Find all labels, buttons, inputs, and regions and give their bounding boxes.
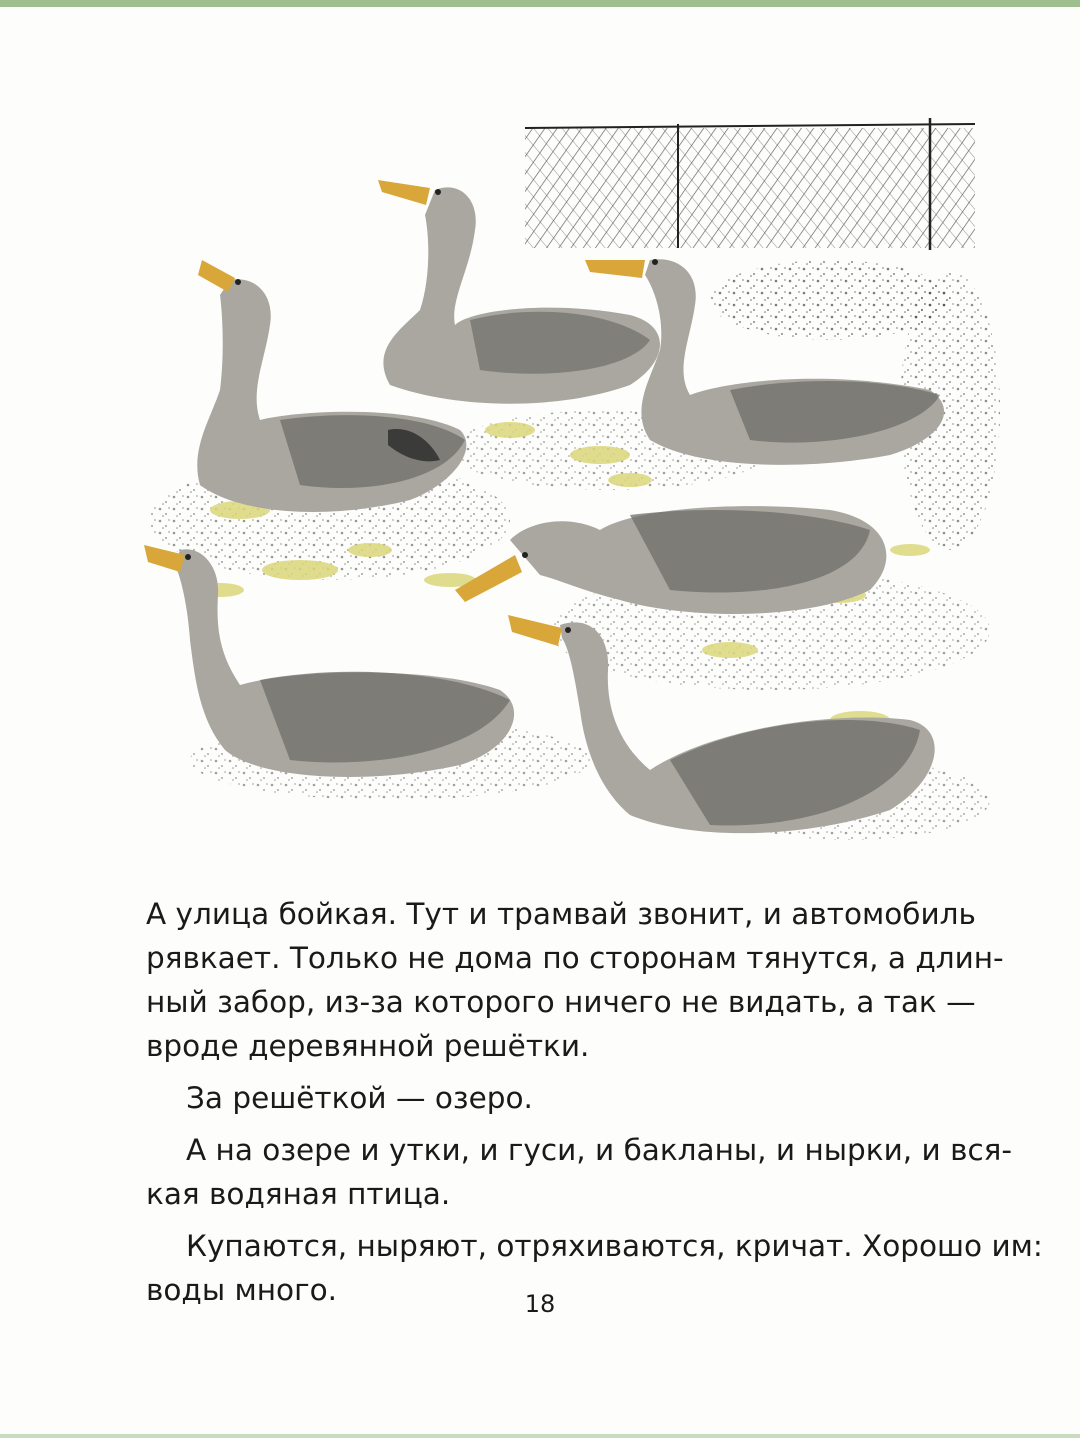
text-line: А на озере и утки, и гуси, и бакланы, и нырки, и вся- <box>186 1133 1013 1167</box>
text-line: рявкает. Только не дома по сторонам тянутся, а длин- <box>146 941 1004 975</box>
text-line: Купаются, ныряют, отряхиваются, кричат. Хорошо им: <box>186 1229 1043 1263</box>
top-border <box>0 0 1080 7</box>
text-line: А улица бойкая. Тут и трамвай звонит, и автомобиль <box>146 897 976 931</box>
text-line: кая водяная птица. <box>146 1177 451 1211</box>
text-line: воды много. <box>146 1273 338 1307</box>
text-line: вроде деревянной решётки. <box>146 1029 590 1063</box>
text-line: ный забор, из-за которого ничего не видать, а так — <box>146 985 976 1019</box>
bottom-border <box>0 1434 1080 1438</box>
text-line: За решёткой — озеро. <box>186 1081 533 1115</box>
goose-4 <box>455 506 886 614</box>
page-number: 18 <box>524 1290 556 1318</box>
geese-illustration <box>130 110 1010 870</box>
fence <box>525 118 975 250</box>
story-text <box>146 892 1043 1312</box>
